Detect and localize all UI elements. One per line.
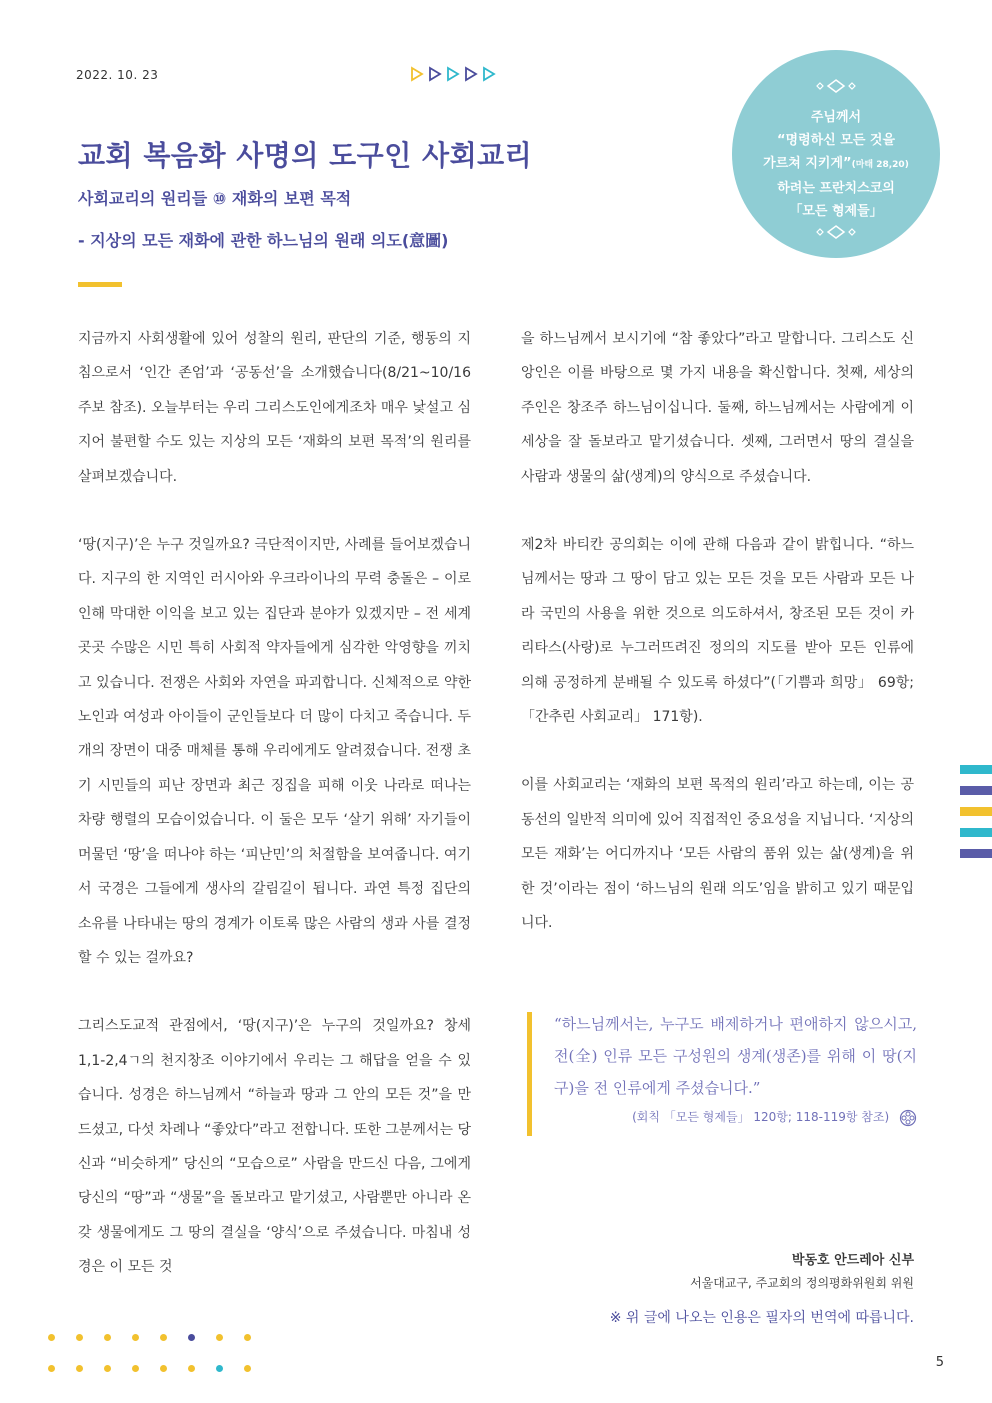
dot [160,1334,167,1341]
issue-date: 2022. 10. 23 [76,68,159,82]
stripe [960,828,992,837]
paragraph: 을 하느님께서 보시기에 “참 좋았다”라고 말합니다. 그리스도 신앙인은 이를 바탕으로 몇 가지 내용을 확신합니다. 첫째, 세상의 주인은 창조주 하느님이십니다. 둘째, 하느님께서는 사람에게 이 세상을 잘 돌보라고 맡기셨습니다. 셋째, 그러면서 땅의 결실을 사람과 생물의 삶(생계)의 양식으로 주셨습니다. [521,331,914,485]
dot-row [48,1326,272,1345]
play-arrow-icon [428,66,442,82]
badge-line-5: 「모든 형제들」 [789,204,883,219]
badge-line-3: 가르쳐 지키게”(마태 28,20) [763,156,909,171]
quote-bar [527,1012,532,1136]
dot [216,1365,223,1372]
article-subtitle: 사회교리의 원리들 ⑩ 재화의 보편 목적 [78,189,352,208]
dot [104,1365,111,1372]
dot [244,1365,251,1372]
badge-line-4: 하려는 프란치스코의 [777,181,895,196]
play-arrow-icon [482,66,496,82]
left-column [78,322,471,1285]
dot [244,1334,251,1341]
play-arrow-icon [410,66,424,82]
diamond-ornament-icon [732,224,940,240]
paragraph: 이를 사회교리는 ‘재화의 보편 목적의 원리’라고 하는데, 이는 공동선의 일반적 의미에 있어 직접적인 중요성을 지닙니다. ‘지상의 모든 재화’는 어디까지나 ‘모든 사람의 품위 있는 삶(생계)을 위한 것’이라는 점이 ‘하느님의 원래 의도’임을 밝히고 있기 때문입니다. [521,777,914,932]
quote-text: “하느님께서는, 누구도 배제하거나 편애하지 않으시고, 전(全) 인류 모든 구성원의 생계(생존)를 위해 이 땅(지구)을 전 인류에게 주셨습니다.” [554,1015,917,1097]
dot [104,1334,111,1341]
dot [76,1365,83,1372]
right-column [521,322,914,941]
article-subtitle-2: - 지상의 모든 재화에 관한 하느님의 원래 의도(意圖) [78,231,449,250]
dot [132,1365,139,1372]
pull-quote [527,1008,917,1127]
dot [48,1334,55,1341]
author-info [690,1250,914,1294]
theme-badge [732,50,940,258]
badge-line-1: 주님께서 [810,110,862,125]
dot [48,1365,55,1372]
play-arrow-icon [446,66,460,82]
dot [76,1334,83,1341]
flower-icon [899,1109,917,1127]
page-number: 5 [935,1355,944,1370]
stripe [960,765,992,774]
stripe [960,849,992,858]
title-underline [78,282,122,287]
play-arrow-icon [464,66,478,82]
dot [132,1334,139,1341]
quote-source: (회칙 「모든 형제들」 120항; 118-119항 참조) [527,1108,917,1127]
paragraph: 제2차 바티칸 공의회는 이에 관해 다음과 같이 밝힙니다. “하느님께서는 땅과 그 땅이 담고 있는 모든 것을 모든 사람과 모든 나라 국민의 사용을 위한 것으로 의도하셔서, 창조된 모든 것이 카리타스(사랑)로 누그러뜨려진 정의의 지도를 받아 모든 인류에 의해 공정하게 분배될 수 있도록 하셨다”(「기쁨과 희망」 69항; 「간추린 사회교리」 171항). [521,537,914,726]
dot [160,1365,167,1372]
stripe [960,807,992,816]
dot [188,1334,195,1341]
paragraph: ‘땅(지구)’은 누구 것일까요? 극단적이지만, 사례를 들어보겠습니다. 지구의 한 지역인 러시아와 우크라이나의 무력 충돌은 – 이로 인해 막대한 이익을 보고 있는 집단과 분야가 있겠지만 – 전 세계 곳곳 수많은 시민 특히 사회적 약자들에게 심각한 악영향을 끼치고 있습니다. 전쟁은 사회와 자연을 파괴합니다. 신체적으로 약한 노인과 여성과 아이들이 군인들보다 더 많이 다치고 죽습니다. 두 개의 장면이 대중 매체를 통해 우리에게도 알려졌습니다. 전쟁 초기 시민들의 피난 장면과 최근 징집을 피해 이웃 나라로 떠나는 차량 행렬의 모습이었습니다. 이 둘은 모두 ‘살기 위해’ 자기들이 머물던 ‘땅’을 떠나야 하는 ‘피난민’의 처절함을 보여줍니다. 여기서 국경은 그들에게 생사의 갈림길이 됩니다. 과연 특정 집단의 소유를 나타내는 땅의 경계가 이토록 많은 사람의 생과 사를 결정할 수 있는 걸까요? [78,537,471,966]
paragraph: 지금까지 사회생활에 있어 성찰의 원리, 판단의 기준, 행동의 지침으로서 ‘인간 존엄’과 ‘공동선’을 소개했습니다(8/21~10/16 주보 참조). 오늘부터는 우리 그리스도인에게조차 매우 낯설고 심지어 불편할 수도 있는 지상의 모든 ‘재화의 보편 목적’의 원리를 살펴보겠습니다. [78,331,471,485]
dot [216,1334,223,1341]
dot-row [48,1357,272,1376]
side-decoration [960,765,992,870]
author-name: 박동호 안드레아 신부 [791,1253,914,1268]
decorative-arrows [410,66,496,82]
dot [188,1365,195,1372]
article-title: 교회 복음화 사명의 도구인 사회교리 [78,139,533,172]
translation-note: ※ 위 글에 나오는 인용은 필자의 번역에 따릅니다. [609,1310,914,1326]
badge-reference: (마태 28,20) [851,160,909,170]
paragraph: 그리스도교적 관점에서, ‘땅(지구)’은 누구의 것일까요? 창세 1,1-2,4ㄱ의 천지창조 이야기에서 우리는 그 해답을 얻을 수 있습니다. 성경은 하느님께서 “하늘과 땅과 그 안의 모든 것”을 만드셨고, 다섯 차례나 “좋았다”라고 전합니다. 또한 그분께서는 당신과 “비슷하게” 당신의 “모습으로” 사람을 만드신 다음, 그에게 당신의 “땅”과 “생물”을 돌보라고 맡기셨고, 사람뿐만 아니라 온갖 생물에게도 그 땅의 결실을 ‘양식’으로 주셨습니다. 마침내 성경은 이 모든 것 [78,1018,471,1276]
badge-line-2: “명령하신 모든 것을 [776,133,896,148]
author-affiliation: 서울대교구, 주교회의 정의평화위원회 위원 [690,1276,914,1290]
stripe [960,786,992,795]
diamond-ornament-icon [732,78,940,94]
